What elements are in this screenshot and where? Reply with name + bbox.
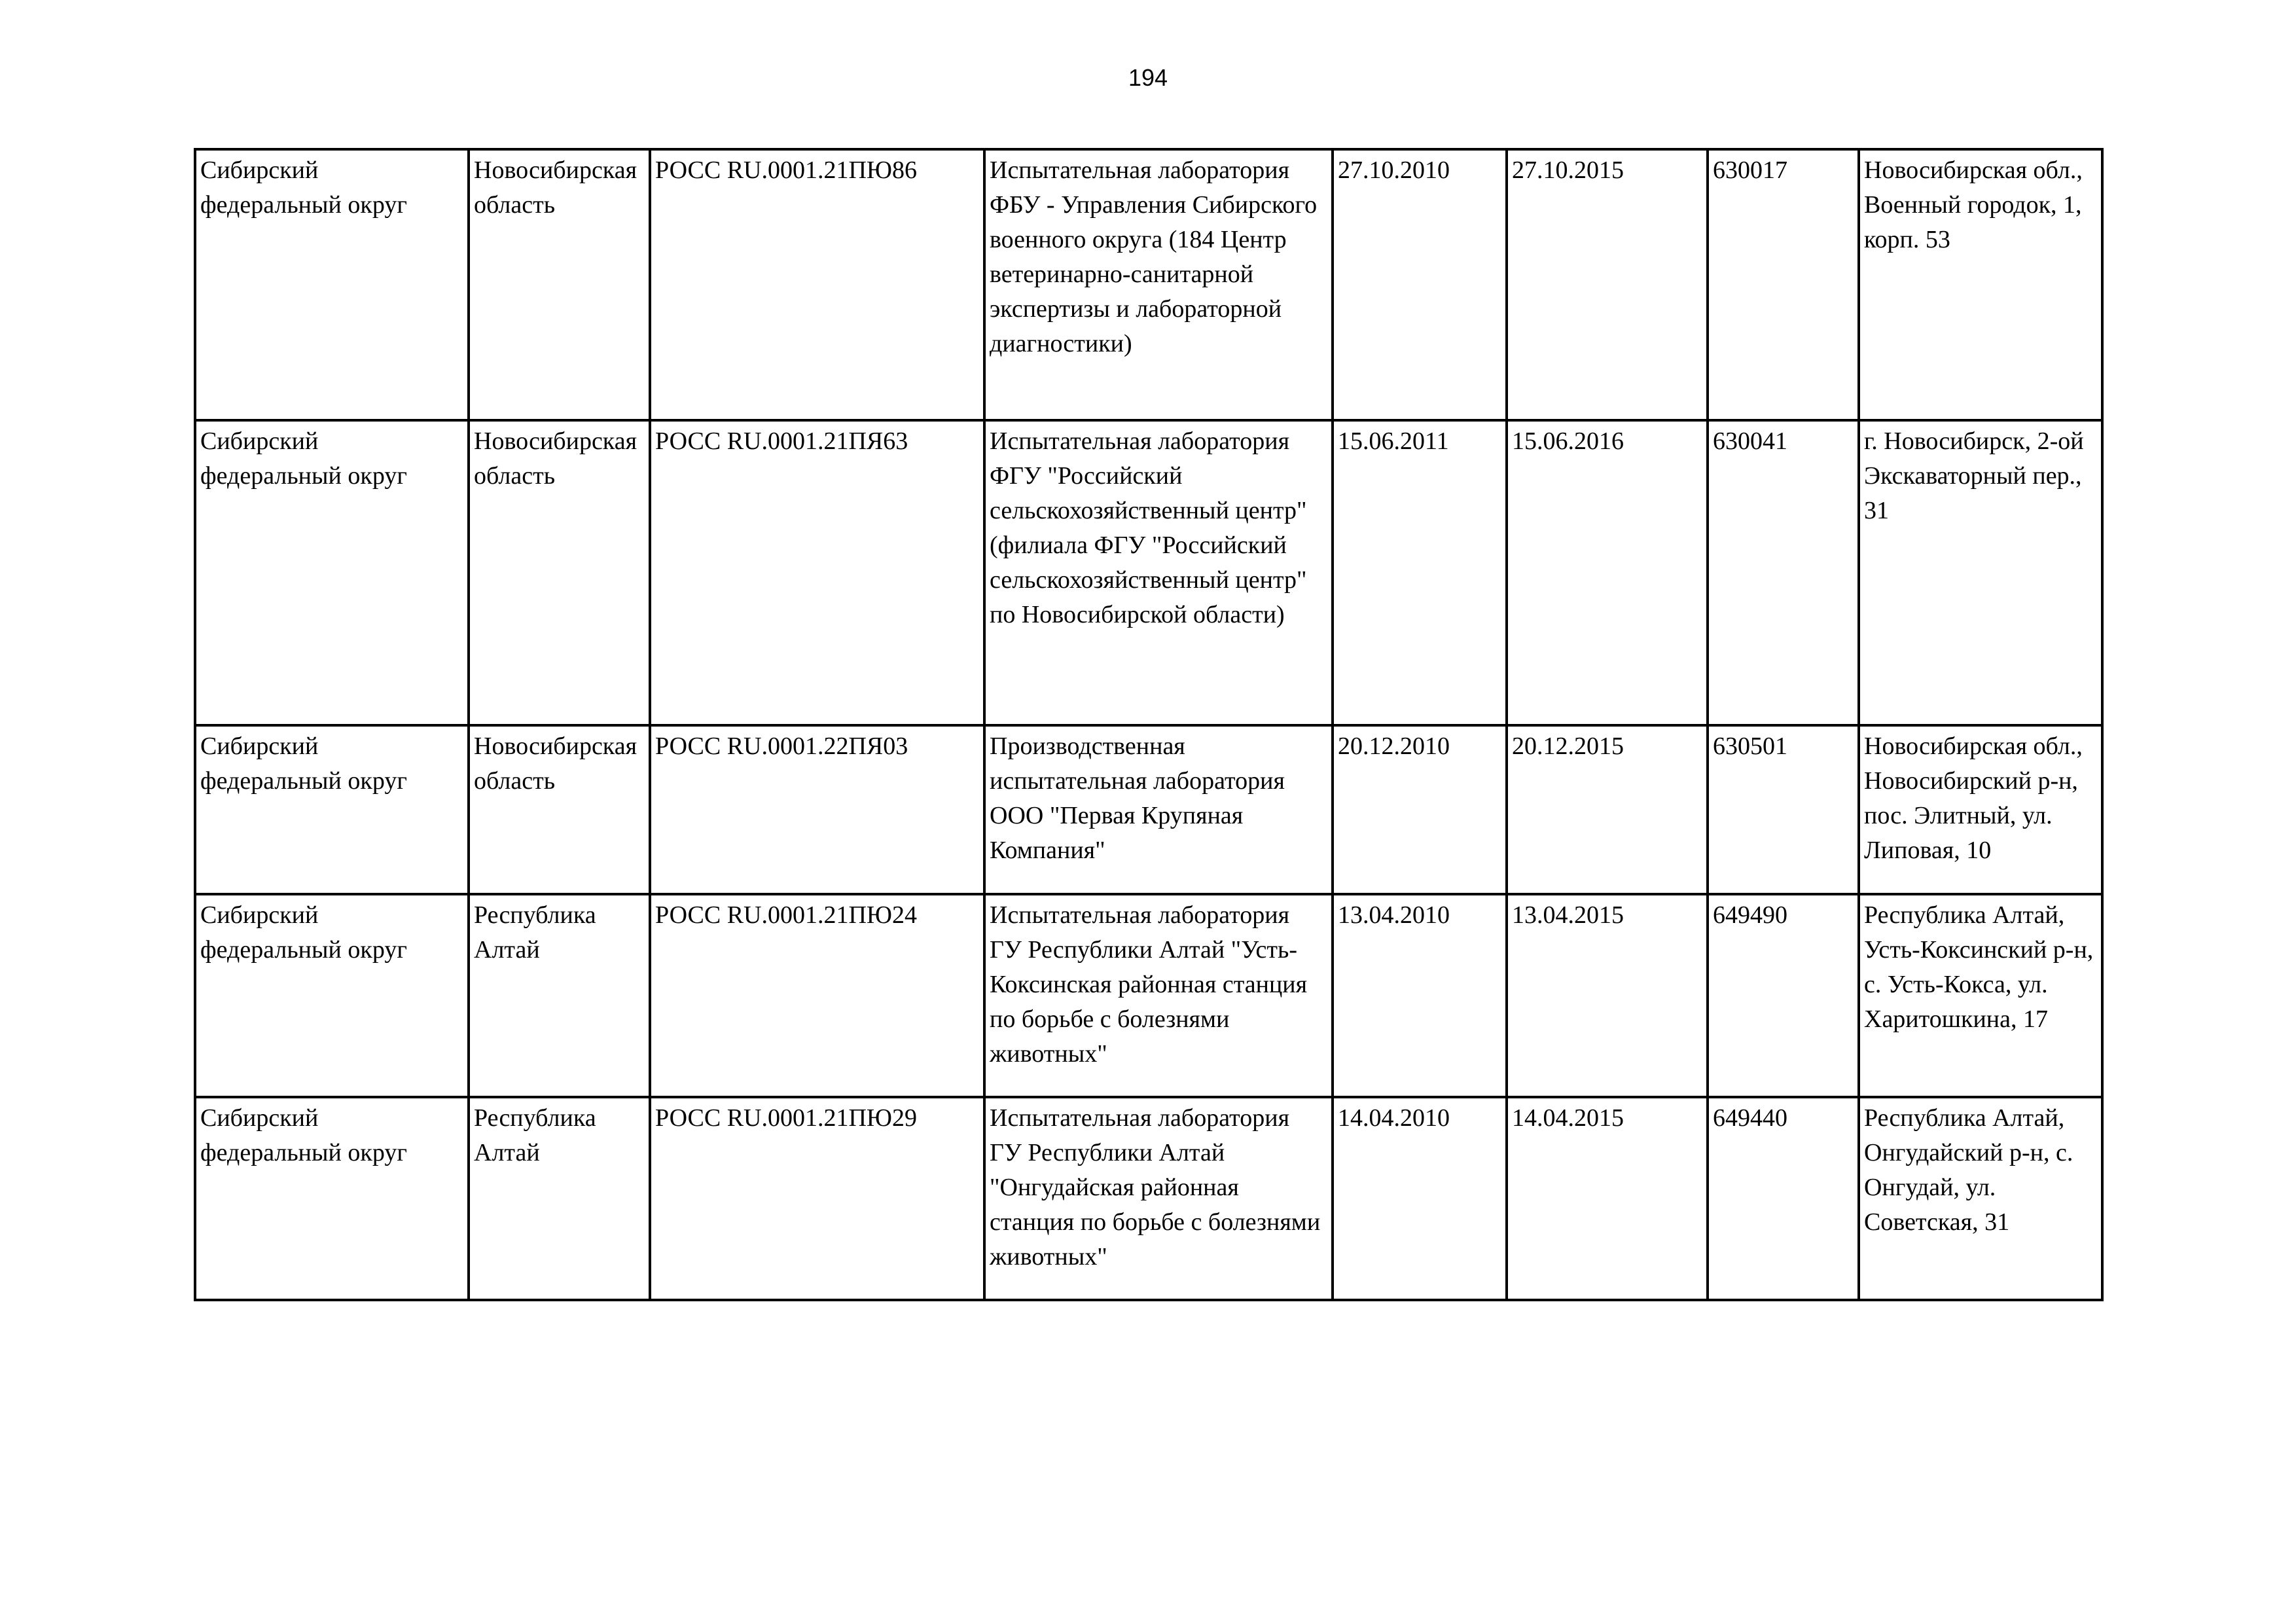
date-from-cell: 14.04.2010 — [1333, 1097, 1507, 1300]
table-row — [195, 149, 2102, 420]
district-cell: Сибирский федеральный округ — [195, 725, 469, 894]
laboratory-registry-table — [194, 148, 2104, 1301]
address-cell: Новосибирская обл., Новосибирский р-н, пос. Элитный, ул. Липовая, 10 — [1859, 725, 2102, 894]
district-cell: Сибирский федеральный округ — [195, 420, 469, 725]
postcode-cell: 649490 — [1708, 894, 1859, 1097]
certificate-cell: РОСС RU.0001.21ПЮ24 — [650, 894, 984, 1097]
postcode-cell: 649440 — [1708, 1097, 1859, 1300]
page-number: 194 — [1128, 64, 1168, 91]
region-cell: Республика Алтай — [469, 894, 650, 1097]
date-from-cell: 20.12.2010 — [1333, 725, 1507, 894]
table-row — [195, 1097, 2102, 1300]
postcode-cell: 630017 — [1708, 149, 1859, 420]
address-cell: Республика Алтай, Усть-Коксинский р-н, с. Усть-Кокса, ул. Харитошкина, 17 — [1859, 894, 2102, 1097]
postcode-cell: 630501 — [1708, 725, 1859, 894]
date-from-cell: 27.10.2010 — [1333, 149, 1507, 420]
table-row — [195, 420, 2102, 725]
date-from-cell: 13.04.2010 — [1333, 894, 1507, 1097]
date-to-cell: 14.04.2015 — [1507, 1097, 1708, 1300]
laboratory-name-cell: Испытательная лаборатория ГУ Республики Алтай "Онгудайская районная станция по борьбе с болезнями животных" — [984, 1097, 1333, 1300]
table-row — [195, 894, 2102, 1097]
date-to-cell: 15.06.2016 — [1507, 420, 1708, 725]
date-from-cell: 15.06.2011 — [1333, 420, 1507, 725]
certificate-cell: РОСС RU.0001.21ПЮ29 — [650, 1097, 984, 1300]
address-cell: Новосибирская обл., Военный городок, 1, корп. 53 — [1859, 149, 2102, 420]
table-row — [195, 725, 2102, 894]
region-cell: Новосибирская область — [469, 725, 650, 894]
postcode-cell: 630041 — [1708, 420, 1859, 725]
date-to-cell: 13.04.2015 — [1507, 894, 1708, 1097]
laboratory-name-cell: Испытательная лаборатория ГУ Республики Алтай "Усть-Коксинская районная станция по борьбе с болезнями животных" — [984, 894, 1333, 1097]
district-cell: Сибирский федеральный округ — [195, 149, 469, 420]
district-cell: Сибирский федеральный округ — [195, 894, 469, 1097]
certificate-cell: РОСС RU.0001.21ПЯ63 — [650, 420, 984, 725]
region-cell: Республика Алтай — [469, 1097, 650, 1300]
laboratory-name-cell: Испытательная лаборатория ФГУ "Российский сельскохозяйственный центр" (филиала ФГУ "Российский сельскохозяйственный центр" по Новосибирской области) — [984, 420, 1333, 725]
address-cell: г. Новосибирск, 2-ой Экскаваторный пер., 31 — [1859, 420, 2102, 725]
address-cell: Республика Алтай, Онгудайский р-н, с. Онгудай, ул. Советская, 31 — [1859, 1097, 2102, 1300]
laboratory-name-cell: Испытательная лаборатория ФБУ - Управления Сибирского военного округа (184 Центр ветеринарно-санитарной экспертизы и лабораторной диагностики) — [984, 149, 1333, 420]
date-to-cell: 20.12.2015 — [1507, 725, 1708, 894]
district-cell: Сибирский федеральный округ — [195, 1097, 469, 1300]
laboratory-name-cell: Производственная испытательная лаборатория ООО "Первая Крупяная Компания" — [984, 725, 1333, 894]
date-to-cell: 27.10.2015 — [1507, 149, 1708, 420]
certificate-cell: РОСС RU.0001.21ПЮ86 — [650, 149, 984, 420]
region-cell: Новосибирская область — [469, 149, 650, 420]
certificate-cell: РОСС RU.0001.22ПЯ03 — [650, 725, 984, 894]
region-cell: Новосибирская область — [469, 420, 650, 725]
